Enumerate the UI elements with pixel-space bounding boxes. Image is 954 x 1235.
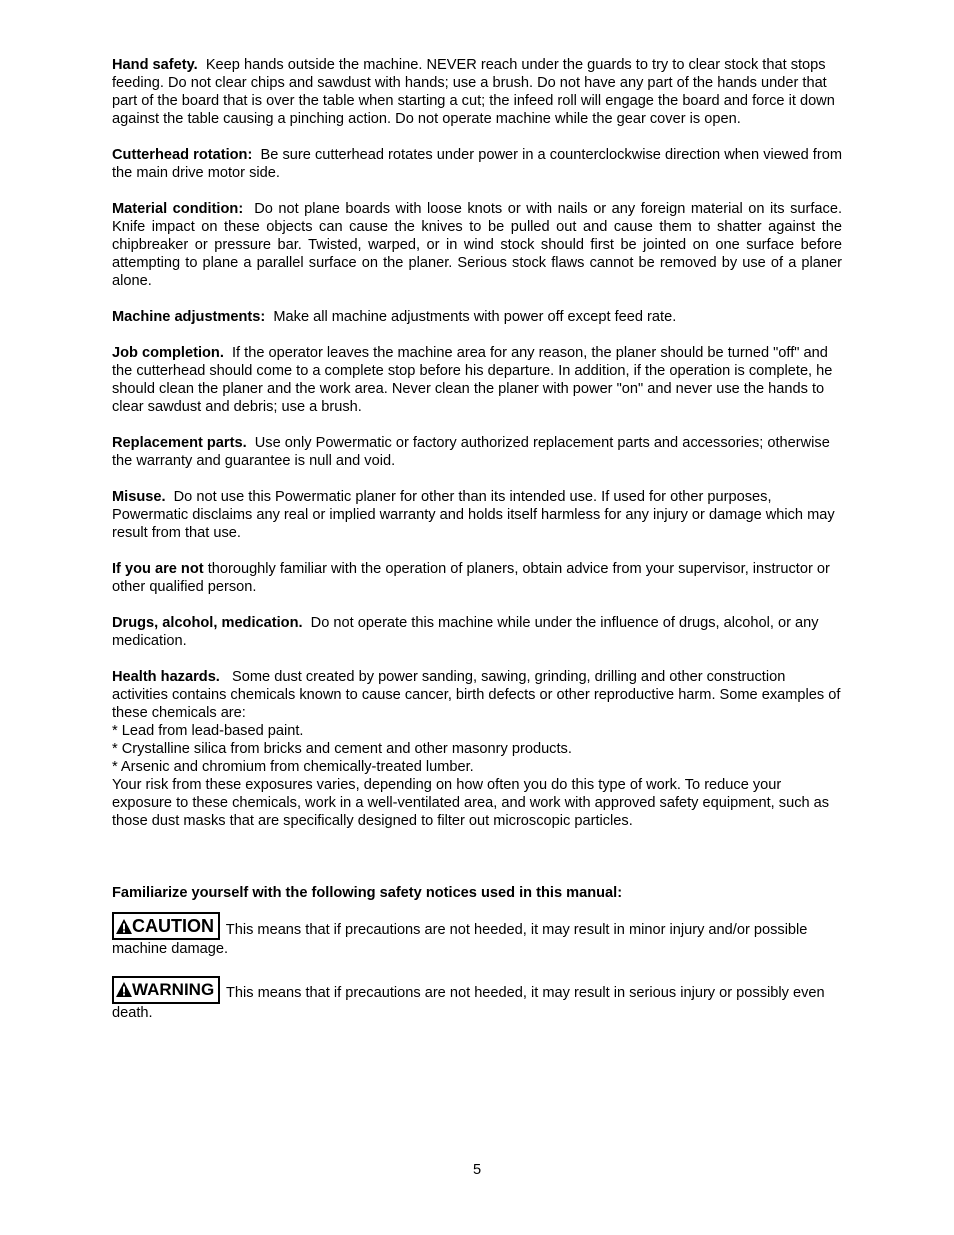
caution-text: This means that if precautions are not heeded, it may result in minor injury and/or possible machine damage. xyxy=(112,922,808,957)
section-misuse xyxy=(112,488,842,542)
section-text: Keep hands outside the machine. NEVER reach under the guards to try to clear stock that stops feeding. Do not clear chips and sawdust with hands; use a brush. Do not have any part of the hands under that part of the board that is over the table when starting a cut; the infeed roll will engage the board and force it down against the table causing a pinching action. Do not operate machine while the gear cover is open. xyxy=(112,57,835,127)
section-heading: Material condition: xyxy=(112,201,244,217)
section-heading: Misuse. xyxy=(112,489,166,505)
page-number: 5 xyxy=(472,1162,482,1178)
section-text: thoroughly familiar with the operation of planers, obtain advice from your supervisor, instructor or other qualified person. xyxy=(112,561,830,595)
warning-text: This means that if precautions are not heeded, it may result in serious injury or possibly even death. xyxy=(112,985,825,1021)
page-content xyxy=(112,56,842,1022)
caution-label-box xyxy=(112,912,220,940)
warning-label: WARNING xyxy=(132,980,215,999)
list-item: * Lead from lead-based paint. xyxy=(112,723,304,739)
section-material-condition xyxy=(112,200,842,290)
section-text: Make all machine adjustments with power off except feed rate. xyxy=(273,309,677,325)
warning-notice xyxy=(112,976,842,1022)
warning-label-box xyxy=(112,976,220,1004)
familiarize-heading: Familiarize yourself with the following safety notices used in this manual: xyxy=(112,885,623,901)
section-heading: Machine adjustments: xyxy=(112,309,266,325)
section-drugs-alcohol xyxy=(112,614,842,650)
section-if-you-are-not xyxy=(112,560,842,596)
health-outro: Your risk from these exposures varies, depending on how often you do this type of work. To reduce your exposure to these chemicals, work in a well-ventilated area, and work with approved safety equipment, such as those dust masks that are specifically designed to filter out microscopic particles. xyxy=(112,777,830,829)
list-item: * Arsenic and chromium from chemically-treated lumber. xyxy=(112,759,474,775)
section-heading: Hand safety. xyxy=(112,57,198,73)
section-text: Do not plane boards with loose knots or with nails or any foreign material on its surface. Knife impact on these objects can cause the knives to be pulled out and cause them to shatter against the chipbreaker or pressure bar. Twisted, warped, or in wind stock should first be jointed on one surface before attempting to plane a parallel surface on the planer. Serious stock flaws cannot be removed by use of a planer alone. xyxy=(112,201,842,289)
section-heading: Drugs, alcohol, medication. xyxy=(112,615,303,631)
section-text: If the operator leaves the machine area for any reason, the planer should be turned "off" and the cutterhead should come to a complete stop before his departure. In addition, if the operation is complete, he should clean the planer and the work area. Never clean the planer with power "on" and never use the hands to clear sawdust and debris; use a brush. xyxy=(112,345,833,415)
section-replacement-parts xyxy=(112,434,842,470)
section-health-hazards xyxy=(112,668,842,830)
caution-notice xyxy=(112,912,842,958)
section-heading: Replacement parts. xyxy=(112,435,247,451)
section-heading: Health hazards. xyxy=(112,669,220,685)
section-text: Be sure cutterhead rotates under power in a counterclockwise direction when viewed from the main drive motor side. xyxy=(112,147,842,181)
section-heading: Job completion. xyxy=(112,345,224,361)
section-heading: If you are not xyxy=(112,561,204,577)
section-hand-safety xyxy=(112,56,842,128)
warning-triangle-icon xyxy=(116,919,132,934)
section-text: Some dust created by power sanding, sawing, grinding, drilling and other construction activities contains chemicals known to cause cancer, birth defects or other reproductive harm. Some examples of these chemicals are: xyxy=(112,669,841,721)
warning-triangle-icon xyxy=(116,982,132,997)
section-text: Use only Powermatic or factory authorized replacement parts and accessories; otherwise the warranty and guarantee is null and void. xyxy=(112,435,830,469)
section-heading: Cutterhead rotation: xyxy=(112,147,253,163)
section-cutterhead-rotation xyxy=(112,146,842,182)
section-text: Do not use this Powermatic planer for other than its intended use. If used for other purposes, Powermatic disclaims any real or implied warranty and holds itself harmless for any injury or damage which may result from that use. xyxy=(112,489,835,541)
section-machine-adjustments xyxy=(112,308,842,326)
section-text: Do not operate this machine while under the influence of drugs, alcohol, or any medication. xyxy=(112,615,819,649)
list-item: * Crystalline silica from bricks and cement and other masonry products. xyxy=(112,741,572,757)
caution-label: CAUTION xyxy=(132,916,214,936)
section-job-completion xyxy=(112,344,842,416)
